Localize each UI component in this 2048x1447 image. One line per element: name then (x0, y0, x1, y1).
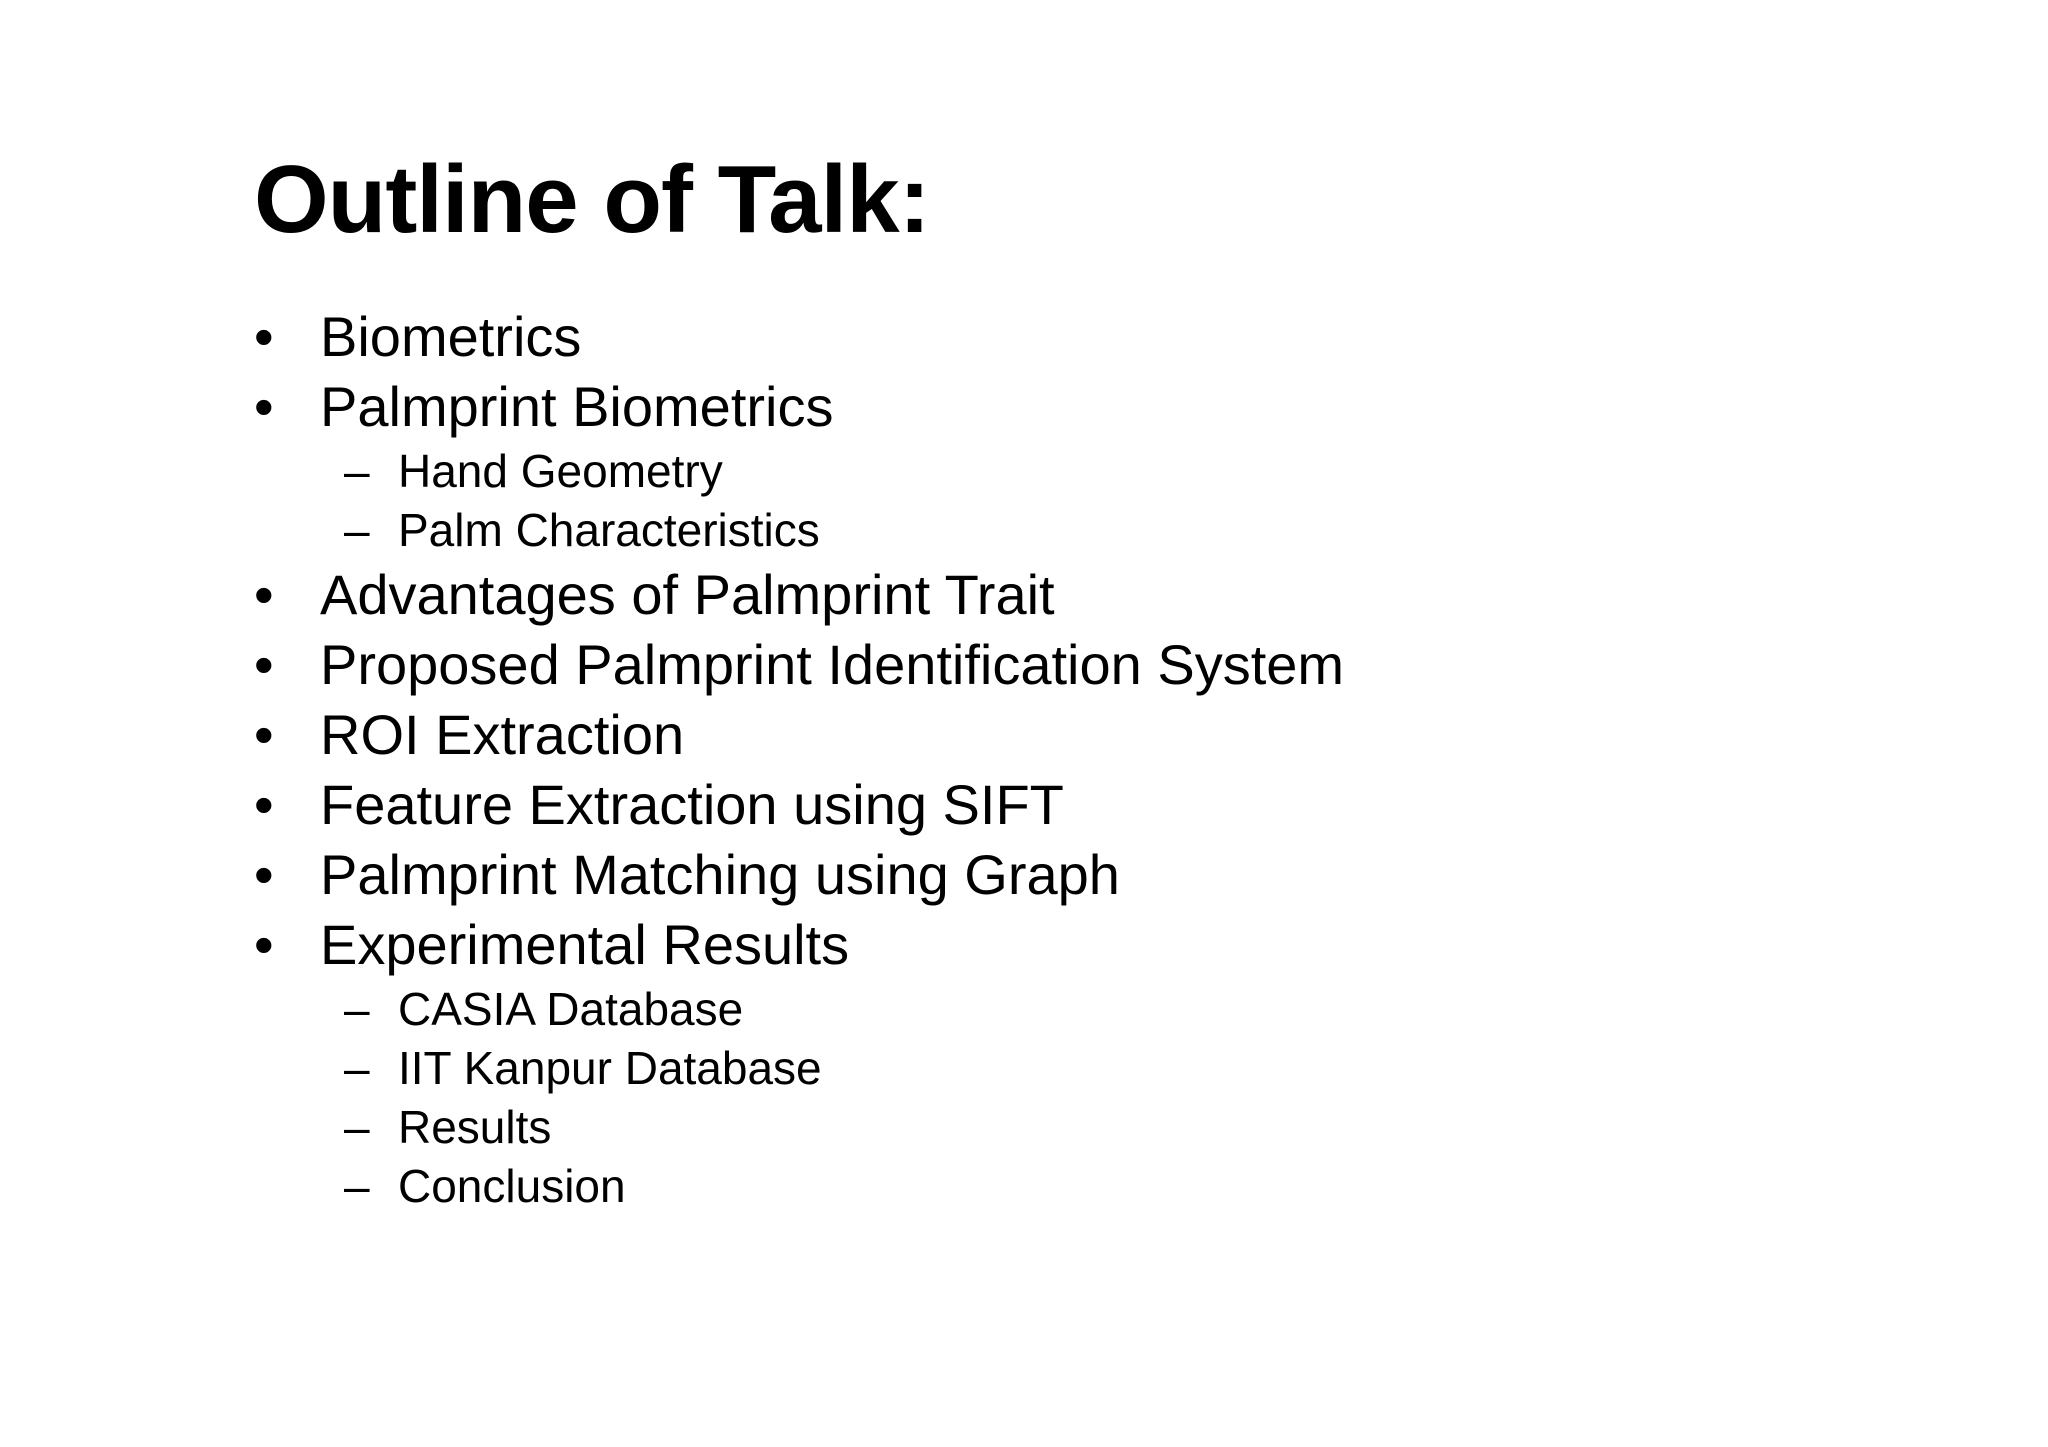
outline-subitem-label: Conclusion (398, 1160, 626, 1212)
dash-icon: – (344, 504, 370, 556)
dash-icon: – (344, 1042, 370, 1094)
outline-item-label: Experimental Results (320, 913, 850, 976)
dash-icon: – (344, 1101, 370, 1153)
outline-subitem-label: CASIA Database (398, 983, 744, 1035)
bullet-icon: • (254, 703, 274, 766)
bullet-icon: • (254, 375, 274, 438)
outline-item-label: Palmprint Matching using Graph (320, 843, 1120, 906)
outline-item-label: ROI Extraction (320, 703, 685, 766)
bullet-icon: • (254, 843, 274, 906)
outline-item-label: Biometrics (320, 305, 582, 368)
bullet-icon: • (254, 305, 274, 368)
outline-item-label: Advantages of Palmprint Trait (320, 563, 1055, 626)
bullet-icon: • (254, 913, 274, 976)
bullet-icon: • (254, 773, 274, 836)
outline-subitem-label: Results (398, 1101, 552, 1153)
outline-subitem-label: Hand Geometry (398, 445, 723, 497)
dash-icon: – (344, 445, 370, 497)
dash-icon: – (344, 1160, 370, 1212)
outline-item-label: Proposed Palmprint Identification System (320, 633, 1345, 696)
outline-item-label: Feature Extraction using SIFT (320, 773, 1064, 836)
outline-subitem-label: Palm Characteristics (398, 504, 820, 556)
outline-subitem-label: IIT Kanpur Database (398, 1042, 822, 1094)
outline-item-label: Palmprint Biometrics (320, 375, 834, 438)
dash-icon: – (344, 983, 370, 1035)
slide-title: Outline of Talk: (254, 146, 930, 253)
bullet-icon: • (254, 563, 274, 626)
bullet-icon: • (254, 633, 274, 696)
